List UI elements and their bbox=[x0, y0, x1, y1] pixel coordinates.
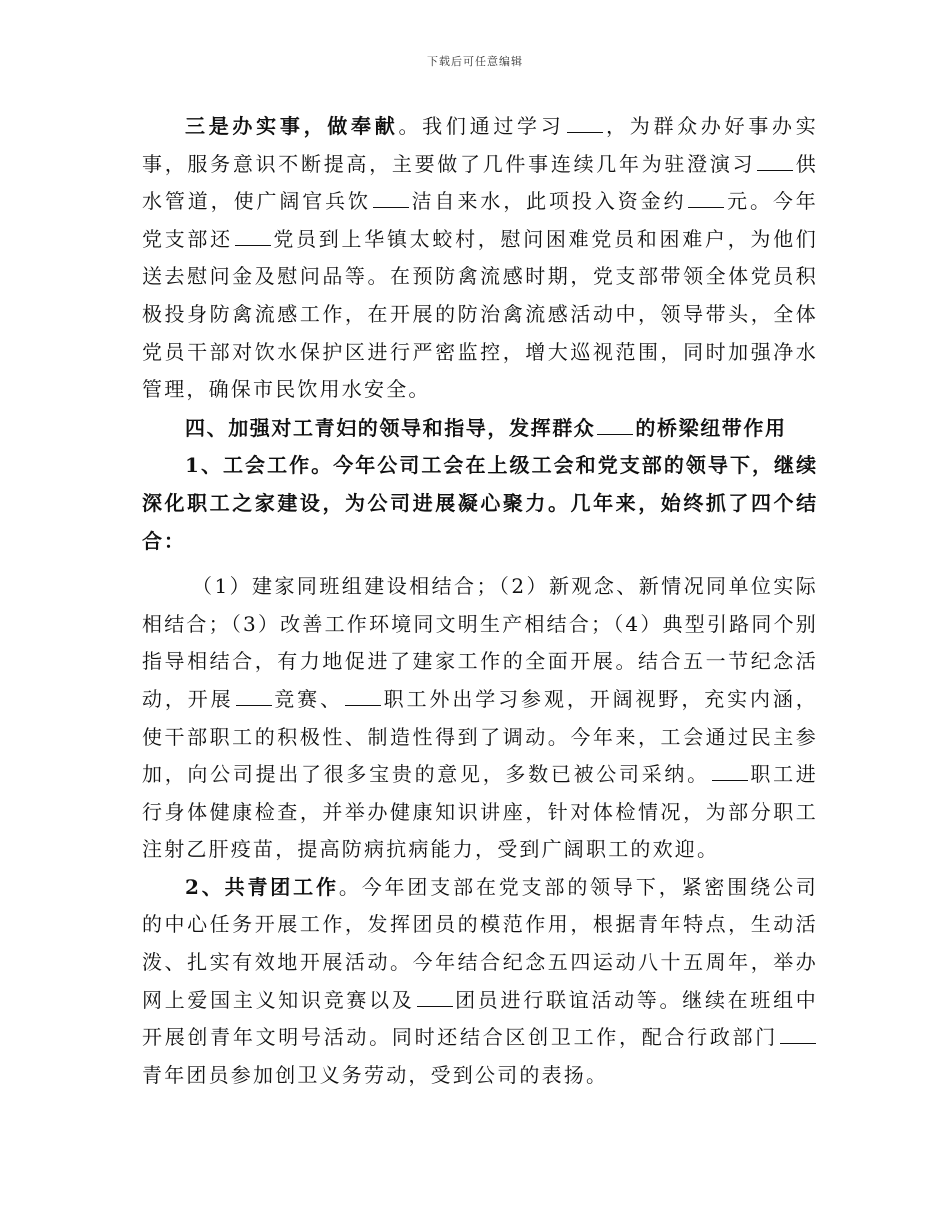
blank-underline bbox=[236, 687, 272, 706]
paragraph-lead: 2、共青团工作 bbox=[185, 874, 339, 899]
blank-underline bbox=[235, 227, 271, 246]
page-header: 下载后可任意编辑 bbox=[427, 55, 523, 68]
document-body bbox=[142, 108, 818, 1094]
blank-underline bbox=[712, 762, 748, 781]
blank-underline bbox=[567, 114, 603, 133]
paragraph-union-work: 1、工会工作。今年公司工会在上级工会和党支部的领导下，继续深化职工之家建设，为公司进展凝心聚力。几年来，始终抓了四个结合： bbox=[142, 453, 818, 553]
paragraph-four-combinations: （1）建家同班组建设相结合；（2）新观念、新情况同单位实际相结合；（3）改善工作环境同文明生产相结合；（4）典型引路同个别指导相结合，有力地促进了建家工作的全面开展。结合五一节纪念活动，开展 竞赛、 职工外出学习参观，开阔视野，充实内涵，使干部职工的积极性、制造性得到了调动。今年来，工会通过民主参加，向公司提出了很多宝贵的意见，多数已被公司采纳。 职工进行身体健康检查，并举办健康知识讲座，针对体检情况，为部分职工注射乙肝疫苗，提高防病抗病能力，受到广阔职工的欢迎。 bbox=[142, 574, 819, 862]
blank-underline bbox=[597, 416, 633, 435]
blank-underline bbox=[373, 189, 409, 208]
paragraph-lead: 三是办实事，做奉献 bbox=[185, 114, 399, 138]
blank-underline bbox=[417, 988, 453, 1007]
paragraph-service: 三是办实事，做奉献。我们通过学习 ，为群众办好事办实事，服务意识不断提高，主要做了几件事连续几年为驻澄演习 供水管道，使广阔官兵饮 洁自来水，此项投入资金约 元。今年党支部还 党员到上华镇太蛟村，慰问困难党员和困难户，为他们送去慰问金及慰问品等。在预防禽流感时期，党支部带领全体党员积极投身防禽流感工作，在开展的防治禽流感活动中，领导带头，全体党员干部对饮水保护区进行严密监控，增大巡视范围，同时加强净水管理，确保市民饮用水安全。 bbox=[142, 114, 819, 402]
blank-underline bbox=[757, 152, 793, 171]
section-heading: 四、加强对工青妇的领导和指导，发挥群众 的桥梁纽带作用 bbox=[185, 415, 787, 440]
paragraph-youth-league: 2、共青团工作。今年团支部在党支部的领导下，紧密围绕公司的中心任务开展工作，发挥团员的模范作用，根据青年特点，生动活泼、扎实有效地开展活动。今年结合纪念五四运动八十五周年，举办网上爱国主义知识竞赛以及 团员进行联谊活动等。继续在班组中开展创青年文明号活动。同时还结合区创卫工作，配合行政部门青年团员参加创卫义务劳动，受到公司的表扬。 bbox=[142, 874, 819, 1087]
blank-underline bbox=[780, 1025, 816, 1044]
blank-underline bbox=[345, 687, 381, 706]
blank-underline bbox=[688, 189, 724, 208]
